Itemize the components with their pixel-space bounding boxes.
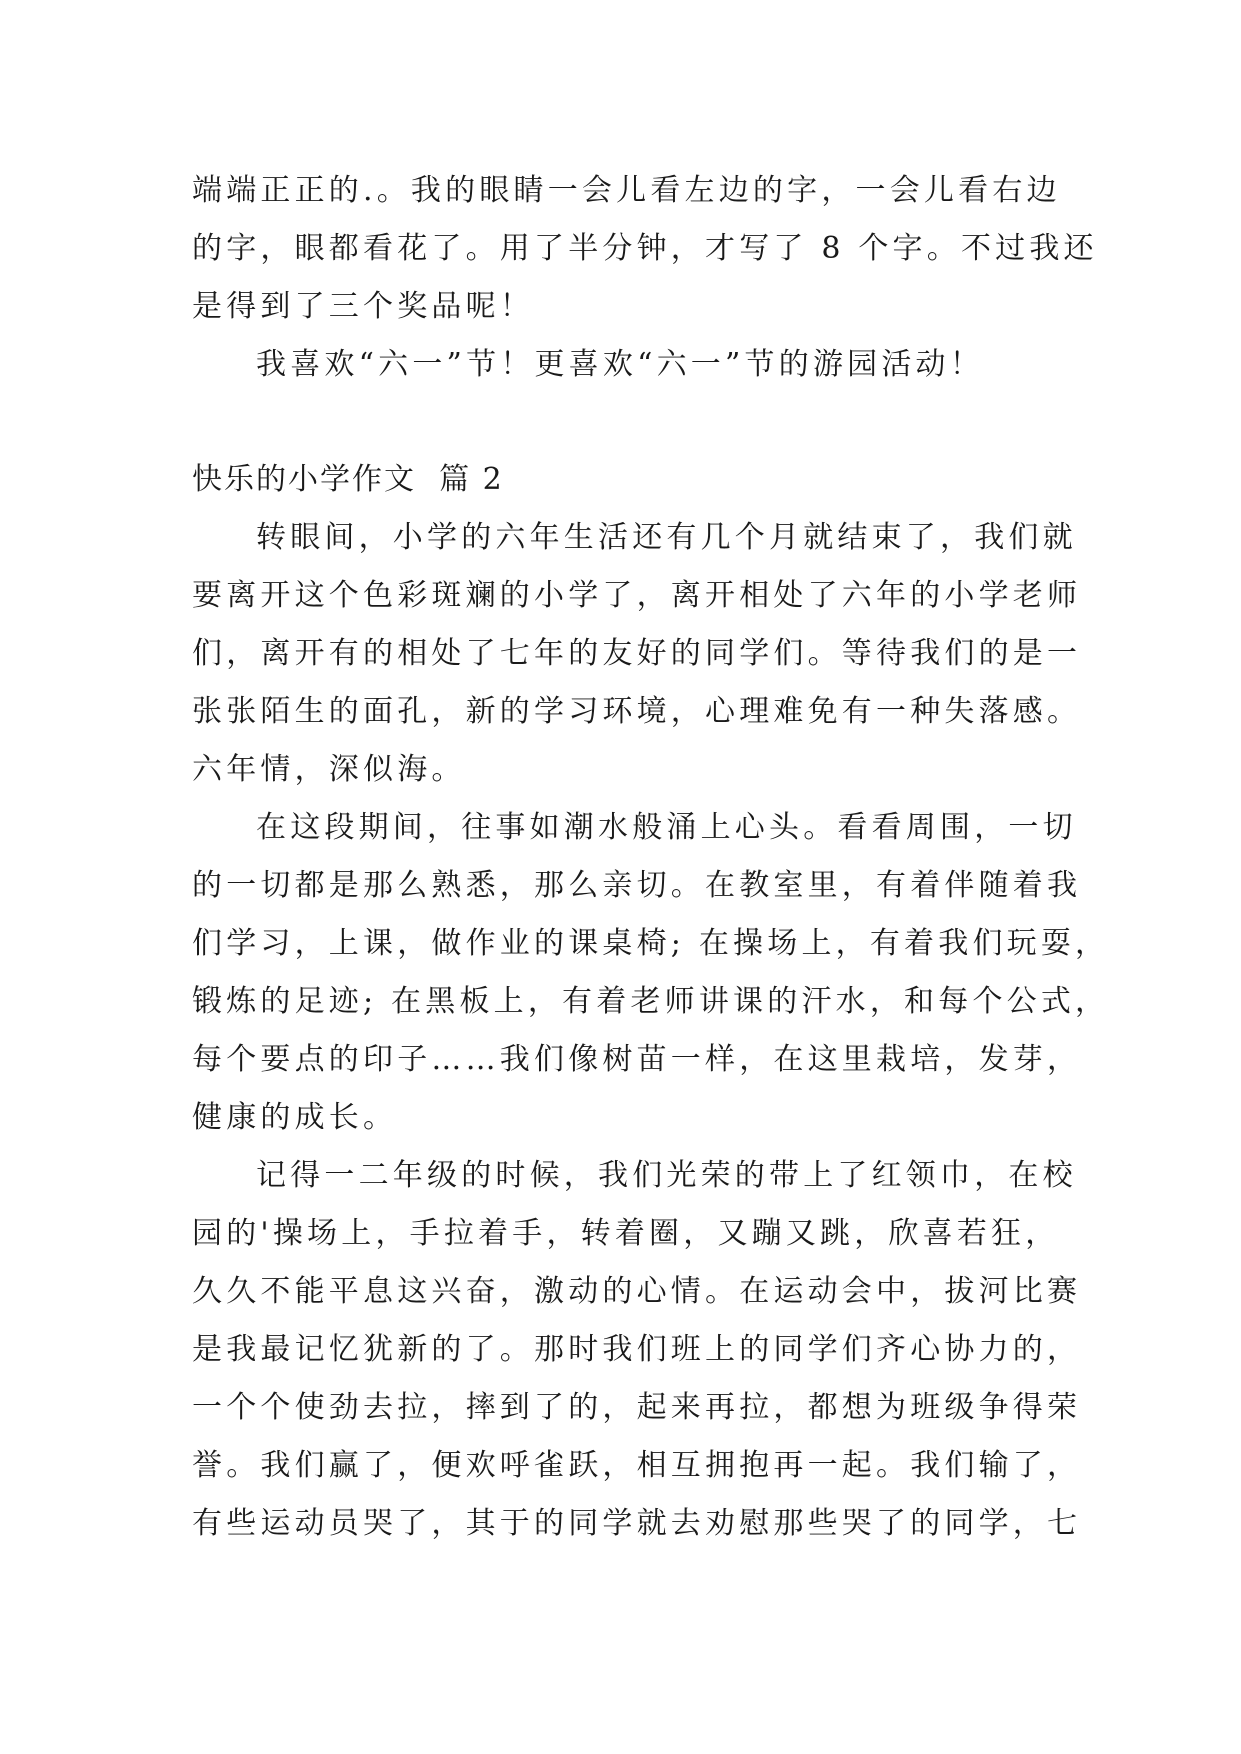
- text-line: 健康的成长。: [192, 1100, 398, 1135]
- text-line: 一个个使劲去拉，摔到了的，起来再拉，都想为班级争得荣: [192, 1390, 1082, 1425]
- text-line: 我喜欢“六一”节！更喜欢“六一”节的游园活动！: [256, 347, 984, 382]
- text-line: 是我最记忆犹新的了。那时我们班上的同学们齐心协力的，: [192, 1332, 1082, 1367]
- text-line: 在这段期间，往事如潮水般涌上心头。看看周围，一切: [256, 810, 1077, 845]
- essay-continuation: [192, 162, 1098, 394]
- text-line: 誉。我们赢了，便欢呼雀跃，相互拥抱再一起。我们输了，: [192, 1448, 1082, 1483]
- text-line: 每个要点的印子……我们像树苗一样，在这里栽培，发芽，: [192, 1042, 1082, 1077]
- text-line: 的字，眼都看花了。用了半分钟，才写了 8 个字。不过我还: [192, 231, 1098, 266]
- paragraph-3: [192, 1147, 1082, 1553]
- paragraph-2: [192, 799, 1110, 1147]
- text-line: 转眼间，小学的六年生活还有几个月就结束了，我们就: [256, 520, 1077, 555]
- text-line: 是得到了三个奖品呢！: [192, 289, 534, 324]
- text-line: 久久不能平息这兴奋，激动的心情。在运动会中，拔河比赛: [192, 1274, 1082, 1309]
- text-line: 锻炼的足迹; 在黑板上，有着老师讲课的汗水，和每个公式，: [192, 984, 1110, 1019]
- text-line: 园的'操场上，手拉着手，转着圈，又蹦又跳，欣喜若狂，: [192, 1216, 1060, 1251]
- text-line: 们，离开有的相处了七年的友好的同学们。等待我们的是一: [192, 636, 1082, 671]
- text-line: 端端正正的.。我的眼睛一会儿看左边的字，一会儿看右边: [192, 173, 1061, 208]
- text-line: 六年情，深似海。: [192, 752, 466, 787]
- essay-section-2: [192, 509, 1110, 1553]
- text-line: 的一切都是那么熟悉，那么亲切。在教室里，有着伴随着我: [192, 868, 1082, 903]
- paragraph-closing: [192, 336, 1052, 394]
- text-line: 要离开这个色彩斑斓的小学了，离开相处了六年的小学老师: [192, 578, 1082, 613]
- paragraph-1: [192, 509, 1082, 799]
- paragraph-prev-ending: [192, 162, 1098, 336]
- text-line: 有些运动员哭了，其于的同学就去劝慰那些哭了的同学，七: [192, 1506, 1082, 1541]
- text-line: 记得一二年级的时候，我们光荣的带上了红领巾，在校: [256, 1158, 1077, 1193]
- section-title: 快乐的小学作文 篇 2: [192, 462, 504, 497]
- text-line: 们学习，上课，做作业的课桌椅; 在操场上，有着我们玩耍，: [192, 926, 1110, 961]
- text-line: 张张陌生的面孔，新的学习环境，心理难免有一种失落感。: [192, 694, 1082, 729]
